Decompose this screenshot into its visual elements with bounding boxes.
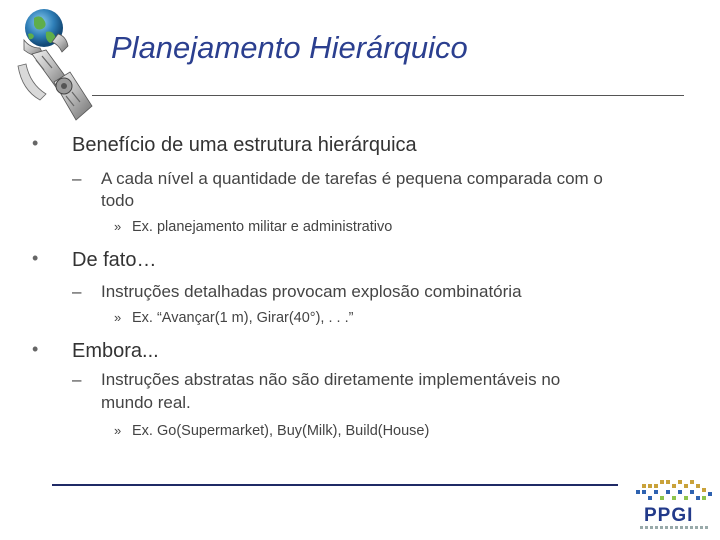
title-divider — [92, 95, 684, 96]
bullet-marker: • — [32, 133, 39, 153]
bullet-text: Benefício de uma estrutura hierárquica — [72, 134, 417, 156]
page-title: Planejamento Hierárquico — [111, 30, 468, 65]
bullet-text: Ex. planejamento militar e administrativo — [132, 219, 393, 235]
bullet-text: Ex. “Avançar(1 m), Girar(40°), . . .” — [132, 310, 354, 326]
ppgi-logo-text: PPGI — [644, 505, 694, 526]
bullet-marker: – — [72, 282, 82, 301]
bullet-text: todo — [101, 191, 135, 210]
bullet-text: Embora... — [72, 340, 159, 362]
bullet-text: Instruções abstratas não são diretamente implementáveis no — [101, 370, 561, 389]
bullet-marker: » — [114, 310, 122, 325]
bullet-marker: » — [114, 423, 122, 438]
bullet-text: De fato… — [72, 249, 157, 271]
bullet-marker: • — [32, 339, 39, 359]
robot-globe-icon — [6, 4, 106, 128]
bullet-marker: – — [72, 169, 82, 188]
footer-divider — [52, 484, 618, 486]
bullet-text: A cada nível a quantidade de tarefas é pequena comparada com o — [101, 169, 603, 188]
ppgi-logo-subline — [640, 526, 710, 529]
bullet-marker: – — [72, 370, 82, 389]
bullet-text: Ex. Go(Supermarket), Buy(Milk), Build(House) — [132, 423, 430, 439]
bullet-text: Instruções detalhadas provocam explosão combinatória — [101, 282, 522, 301]
bullet-marker: • — [32, 248, 39, 268]
bullet-text: mundo real. — [101, 393, 191, 412]
bullet-marker: » — [114, 219, 122, 234]
